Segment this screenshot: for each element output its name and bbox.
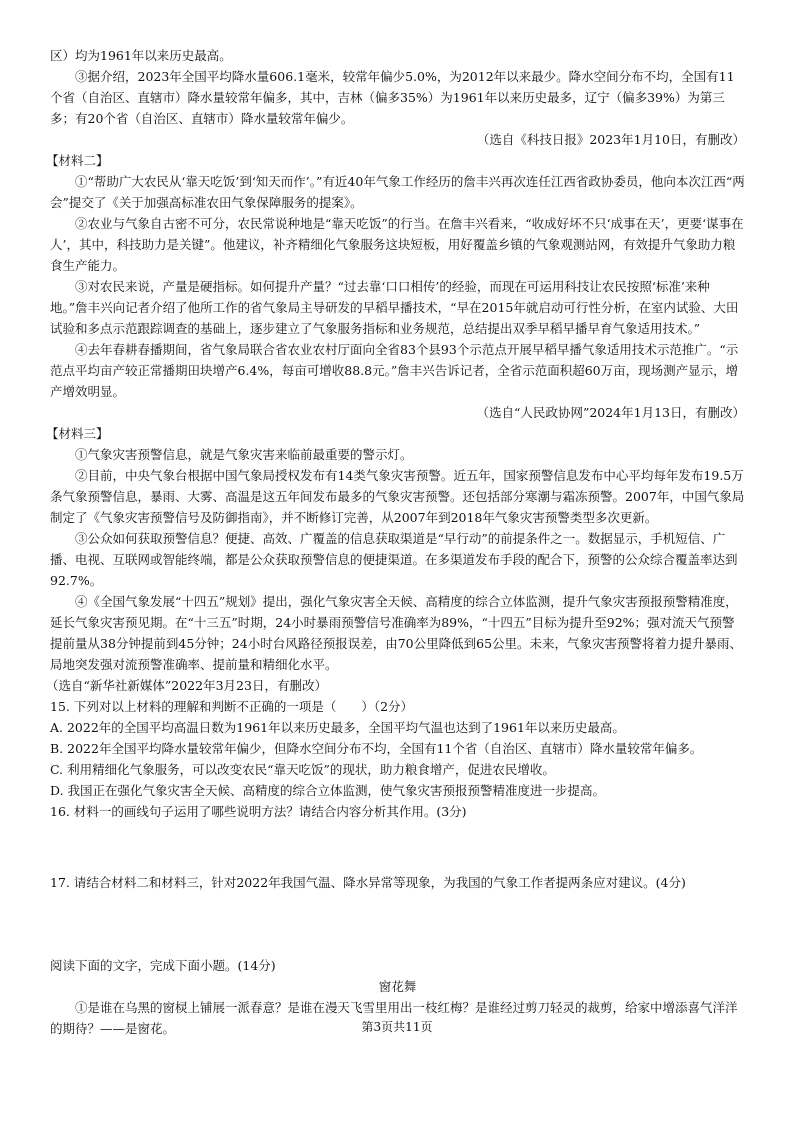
section-heading: 【材料二】 [46,153,109,168]
option-b: B. 2022年全国平均降水量较常年偏少，但降水空间分布不均，全国有11个省（自治区、直辖市）降水量较常年偏多。 [50,741,703,756]
paragraph: ④《全国气象发展“十四五”规划》提出，强化气象灾害全天候、高精度的综合立体监测，提升气象灾害预报预警精准度，延长气象灾害预见期。在“十三五”时期，24小时暴雨预警信号准确率为89%，“十四五”目标为提升至92%；强对流天气预警提前量从38分钟提前到45分钟；24小时台风路径预报误差，由70公里降低到65公里。未来，气象灾害预警将着力提升暴雨、局地突发强对流预警准确率、提前量和精细化水平。 [50,594,743,672]
answer-space [50,893,745,955]
paragraph: ④去年春耕春播期间，省气象局联合省农业农村厅面向全省83个县93个示范点开展早稻早播气象适用技术示范推广。“示范点平均亩产较正常播期田块增产6.4%，每亩可增收88.8元。”詹丰兴告诉记者，全省示范面积超60万亩，现场测产显示，增产增效明显。 [50,342,739,399]
option-a: A. 2022年的全国平均高温日数为1961年以来历史最多，全国平均气温也达到了1961年以来历史最高。 [50,720,625,735]
paragraph: ②农业与气象自古密不可分，农民常说种地是“靠天吃饭”的行当。在詹丰兴看来，“收成好坏不只‘成事在天’，更要‘谋事在人’，其中，科技助力是关键”。他建议，补齐精细化气象服务这块短板，用好覆盖乡镇的气象观测站网，有效提升气象助力粮食生产能力。 [50,216,744,273]
reading-instructions: 阅读下面的文字，完成下面小题。(14分) [50,958,276,973]
paragraph: 区）均为1961年以来历史最高。 [50,48,232,63]
question-17: 17. 请结合材料二和材料三，针对2022年我国气温、降水异常等现象，为我国的气象工作者提两条应对建议。(4分) [50,875,686,890]
paragraph: ①气象灾害预警信息，就是气象灾害来临前最重要的警示灯。 [75,447,413,462]
page-number: 第3页共11页 [361,1020,433,1034]
source-citation: （选自“人民政协网”2024年1月13日，有删改） [476,405,745,420]
section-heading: 【材料三】 [46,426,109,441]
question-16: 16. 材料一的画线句子运用了哪些说明方法？请结合内容分析其作用。(3分) [50,804,467,819]
essay-title: 窗花舞 [378,979,417,994]
source-citation: （选自《科技日报》2023年1月10日，有删改） [476,132,745,147]
paragraph: ③据介绍，2023年全国平均降水量606.1毫米，较常年偏少5.0%，为2012年以来最少。降水空间分布不均，全国有11个省（自治区、直辖市）降水量较常年偏多，其中，吉林（偏多35%）为1961年以来历史最多，辽宁（偏多39%）为第三多；有20个省（自治区、直辖市）降水量较常年偏少。 [50,69,735,126]
answer-space [50,822,745,872]
paragraph: ①是谁在乌黑的窗棂上铺展一派春意？是谁在漫天飞雪里用出一枝红梅？是谁经过剪刀轻灵的裁剪，给家中增添喜气洋洋的期待？——是窗花。 [50,1000,738,1036]
paragraph: ③对农民来说，产量是硬指标。如何提升产量？“过去靠‘口口相传’的经验，而现在可运用科技让农民按照‘标准’来种地。”詹丰兴向记者介绍了他所工作的省气象局主导研发的早稻早播技术，“早在2015年就启动可行性分析，在室内试验、大田试验和多点示范跟踪调查的基础上，逐步建立了气象服务指标和业务规范，总结提出双季早稻早播早育气象适用技术。” [50,279,739,336]
paragraph: ③公众如何获取预警信息？便捷、高效、广覆盖的信息获取渠道是“早行动”的前提条件之一。数据显示，手机短信、广播、电视、互联网或智能终端，都是公众获取预警信息的便捷渠道。在多渠道发布手段的配合下，预警的公众综合覆盖率达到92.7%。 [50,531,738,588]
question-15: 15. 下列对以上材料的理解和判断不正确的一项是（ ）（2分） [50,699,414,714]
option-d: D. 我国正在强化气象灾害全天候、高精度的综合立体监测，使气象灾害预报预警精准度进一步提高。 [50,783,606,798]
source-citation: （选自“新华社新媒体”2022年3月23日，有删改） [46,678,327,693]
option-c: C. 利用精细化气象服务，可以改变农民“靠天吃饭”的现状，助力粮食增产，促进农民增收。 [50,762,555,777]
paragraph: ②目前，中央气象台根据中国气象局授权发布有14类气象灾害预警。近五年，国家预警信息发布中心平均每年发布19.5万条气象预警信息，暴雨、大雾、高温是这五年间发布最多的气象灾害预警。还包括部分寒潮与霜冻预警。2007年，中国气象局制定了《气象灾害预警信号及防御指南》，并不断修订完善，从2007年到2018年气象灾害预警类型多次更新。 [50,468,745,525]
paragraph: ①“帮助广大农民从‘靠天吃饭’到‘知天而作’。”有近40年气象工作经历的詹丰兴再次连任江西省政协委员，他向本次江西“两会”提交了《关于加强高标准农田气象保障服务的提案》。 [50,174,745,210]
document-body [46,45,745,1039]
